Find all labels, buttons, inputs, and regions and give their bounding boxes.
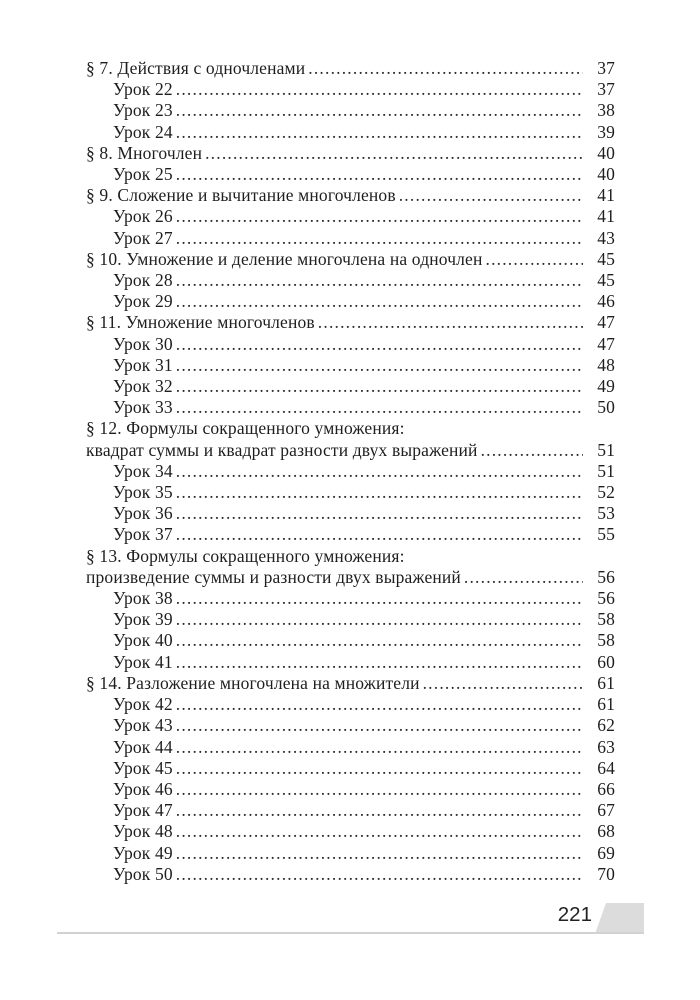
toc-entry-page: 48 xyxy=(597,354,615,375)
toc-entry-label: § 10. Умножение и деление многочлена на одночлен xyxy=(86,248,483,269)
dot-leader-icon xyxy=(176,79,583,100)
dot-leader-icon xyxy=(176,652,583,673)
toc-entry xyxy=(86,334,615,355)
toc-entry xyxy=(86,228,615,249)
dot-leader-icon xyxy=(176,164,583,185)
dot-leader-icon xyxy=(176,609,583,630)
footer-rule xyxy=(57,932,644,934)
dot-leader-icon xyxy=(176,588,583,609)
dot-leader-icon xyxy=(176,334,583,355)
dot-leader-icon xyxy=(464,567,583,588)
dot-leader-icon xyxy=(176,800,583,821)
toc-entry-label: § 11. Умножение многочленов xyxy=(86,312,315,333)
toc-entry-label: Урок 30 xyxy=(113,333,173,354)
dot-leader-icon xyxy=(318,312,583,333)
toc-entry-label: Урок 43 xyxy=(113,715,173,736)
toc-entry-page: 56 xyxy=(597,588,615,609)
table-of-contents xyxy=(86,58,615,885)
toc-entry-label: Урок 46 xyxy=(113,778,173,799)
toc-entry-page: 46 xyxy=(597,291,615,312)
toc-entry xyxy=(86,58,615,79)
dot-leader-icon xyxy=(481,440,583,461)
toc-entry xyxy=(86,270,615,291)
toc-entry xyxy=(86,249,615,270)
toc-entry-page: 38 xyxy=(597,100,615,121)
toc-entry-label: Урок 24 xyxy=(113,121,173,142)
toc-entry-label: Урок 49 xyxy=(113,842,173,863)
dot-leader-icon xyxy=(205,143,583,164)
toc-entry xyxy=(86,821,615,842)
toc-entry-page: 47 xyxy=(597,333,615,354)
toc-entry-label: Урок 27 xyxy=(113,227,173,248)
toc-entry xyxy=(86,164,615,185)
toc-entry-label: Урок 41 xyxy=(113,651,173,672)
page-edge-tab xyxy=(595,903,644,934)
toc-entry-label: § 9. Сложение и вычитание многочленов xyxy=(86,185,396,206)
toc-entry xyxy=(86,397,615,418)
toc-entry-page: 56 xyxy=(597,566,615,587)
toc-entry-label: Урок 29 xyxy=(113,291,173,312)
toc-entry-page: 52 xyxy=(597,482,615,503)
toc-entry-page: 64 xyxy=(597,757,615,778)
toc-entry-label: Урок 22 xyxy=(113,79,173,100)
toc-entry xyxy=(86,482,615,503)
dot-leader-icon xyxy=(176,843,583,864)
toc-entry-page: 55 xyxy=(597,524,615,545)
toc-entry xyxy=(86,122,615,143)
toc-entry xyxy=(86,291,615,312)
toc-entry-label: квадрат суммы и квадрат разности двух выражений xyxy=(86,439,478,460)
toc-entry-page: 40 xyxy=(597,164,615,185)
toc-entry-label: § 8. Многочлен xyxy=(86,142,203,163)
dot-leader-icon xyxy=(486,249,584,270)
toc-entry-label: § 12. Формулы сокращенного умножения: xyxy=(86,418,405,439)
toc-entry-label: Урок 50 xyxy=(113,863,173,884)
toc-entry-page: 66 xyxy=(597,778,615,799)
toc-entry-page: 45 xyxy=(597,248,615,269)
toc-entry-page: 51 xyxy=(597,460,615,481)
toc-entry-label: Урок 28 xyxy=(113,270,173,291)
toc-entry xyxy=(86,737,615,758)
toc-entry-page: 41 xyxy=(597,185,615,206)
toc-entry xyxy=(86,440,615,461)
toc-entry xyxy=(86,843,615,864)
toc-entry-page: 50 xyxy=(597,397,615,418)
toc-entry-page: 47 xyxy=(597,312,615,333)
dot-leader-icon xyxy=(176,206,583,227)
dot-leader-icon xyxy=(176,821,583,842)
toc-entry-page: 62 xyxy=(597,715,615,736)
dot-leader-icon xyxy=(176,376,583,397)
toc-entry xyxy=(86,779,615,800)
toc-entry xyxy=(86,100,615,121)
toc-entry xyxy=(86,206,615,227)
toc-entry-label: Урок 45 xyxy=(113,757,173,778)
toc-entry-label: Урок 47 xyxy=(113,800,173,821)
toc-entry xyxy=(86,461,615,482)
toc-entry-page: 60 xyxy=(597,651,615,672)
toc-entry-label: § 13. Формулы сокращенного умножения: xyxy=(86,545,405,566)
toc-entry-page: 43 xyxy=(597,227,615,248)
toc-entry-page: 70 xyxy=(597,863,615,884)
toc-entry-label: Урок 31 xyxy=(113,354,173,375)
toc-entry xyxy=(86,185,615,206)
toc-entry xyxy=(86,503,615,524)
toc-entry-label: Урок 36 xyxy=(113,503,173,524)
toc-entry-label: Урок 25 xyxy=(113,164,173,185)
toc-entry-page: 61 xyxy=(597,694,615,715)
dot-leader-icon xyxy=(176,482,583,503)
dot-leader-icon xyxy=(176,715,583,736)
toc-entry-label: Урок 38 xyxy=(113,588,173,609)
toc-entry-label: Урок 39 xyxy=(113,609,173,630)
toc-entry xyxy=(86,312,615,333)
toc-entry xyxy=(86,376,615,397)
toc-entry xyxy=(86,588,615,609)
toc-entry-page: 41 xyxy=(597,206,615,227)
dot-leader-icon xyxy=(176,503,583,524)
toc-entry xyxy=(86,715,615,736)
dot-leader-icon xyxy=(308,58,583,79)
dot-leader-icon xyxy=(423,673,583,694)
dot-leader-icon xyxy=(176,355,583,376)
toc-entry-label: Урок 33 xyxy=(113,397,173,418)
toc-entry xyxy=(86,630,615,651)
toc-entry-page: 53 xyxy=(597,503,615,524)
toc-entry-page: 51 xyxy=(597,439,615,460)
dot-leader-icon xyxy=(176,779,583,800)
toc-entry xyxy=(86,652,615,673)
toc-entry-label: Урок 32 xyxy=(113,376,173,397)
toc-entry-label: Урок 26 xyxy=(113,206,173,227)
dot-leader-icon xyxy=(176,694,583,715)
toc-entry xyxy=(86,524,615,545)
dot-leader-icon xyxy=(176,228,583,249)
dot-leader-icon xyxy=(176,397,583,418)
toc-entry xyxy=(86,800,615,821)
toc-entry xyxy=(86,546,615,567)
toc-entry xyxy=(86,143,615,164)
dot-leader-icon xyxy=(176,270,583,291)
toc-entry-page: 58 xyxy=(597,609,615,630)
toc-entry-page: 37 xyxy=(597,79,615,100)
toc-entry-label: Урок 37 xyxy=(113,524,173,545)
toc-entry-page: 69 xyxy=(597,842,615,863)
toc-entry xyxy=(86,673,615,694)
dot-leader-icon xyxy=(176,630,583,651)
toc-entry-page: 67 xyxy=(597,800,615,821)
dot-leader-icon xyxy=(176,864,583,885)
toc-entry-page: 37 xyxy=(597,58,615,78)
dot-leader-icon xyxy=(399,185,583,206)
toc-entry-label: § 7. Действия с одночленами xyxy=(86,58,306,78)
dot-leader-icon xyxy=(176,524,583,545)
toc-entry xyxy=(86,418,615,439)
toc-entry-page: 61 xyxy=(597,672,615,693)
dot-leader-icon xyxy=(176,461,583,482)
toc-entry-page: 49 xyxy=(597,376,615,397)
toc-entry-label: Урок 23 xyxy=(113,100,173,121)
toc-entry xyxy=(86,79,615,100)
dot-leader-icon xyxy=(176,100,583,121)
toc-entry-label: § 14. Разложение многочлена на множители xyxy=(86,672,420,693)
toc-entry-label: Урок 48 xyxy=(113,821,173,842)
toc-entry-page: 68 xyxy=(597,821,615,842)
toc-entry-page: 39 xyxy=(597,121,615,142)
dot-leader-icon xyxy=(176,758,583,779)
toc-entry xyxy=(86,864,615,885)
toc-entry-page: 40 xyxy=(597,142,615,163)
dot-leader-icon xyxy=(176,737,583,758)
toc-entry-label: произведение суммы и разности двух выражений xyxy=(86,566,461,587)
toc-entry-label: Урок 42 xyxy=(113,694,173,715)
dot-leader-icon xyxy=(176,122,583,143)
toc-entry-label: Урок 35 xyxy=(113,482,173,503)
toc-entry xyxy=(86,355,615,376)
toc-entry-label: Урок 40 xyxy=(113,630,173,651)
toc-entry xyxy=(86,567,615,588)
toc-entry xyxy=(86,694,615,715)
toc-entry-label: Урок 34 xyxy=(113,460,173,481)
dot-leader-icon xyxy=(176,291,583,312)
toc-entry-label: Урок 44 xyxy=(113,736,173,757)
toc-entry xyxy=(86,758,615,779)
toc-entry-page: 58 xyxy=(597,630,615,651)
page-number: 221 xyxy=(557,903,592,926)
toc-entry-page: 63 xyxy=(597,736,615,757)
toc-entry xyxy=(86,609,615,630)
toc-entry-page: 45 xyxy=(597,270,615,291)
